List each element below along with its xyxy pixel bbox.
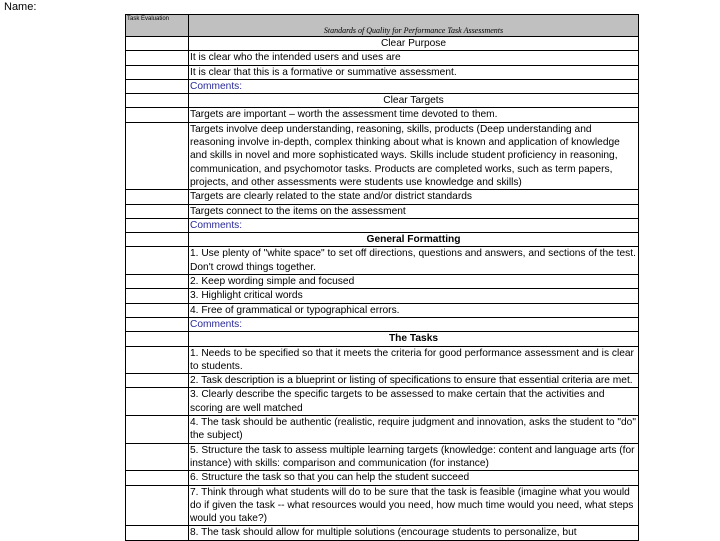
table-row [126,190,639,204]
table-row [126,108,639,122]
table-row [126,65,639,79]
comments-field[interactable]: Comments: [189,79,639,93]
comments-field[interactable]: Comments: [189,317,639,331]
rating-cell[interactable] [126,485,189,526]
comment-row [126,218,639,232]
criterion-text: It is clear who the intended users and uses are [189,51,639,65]
table-row [126,289,639,303]
table-row [126,374,639,388]
criterion-text: 6. Structure the task so that you can help the student succeed [189,471,639,485]
criterion-text: 8. The task should allow for multiple solutions (encourage students to personalize, but [189,526,639,540]
rating-cell[interactable] [126,79,189,93]
table-row [126,303,639,317]
criterion-text: 3. Highlight critical words [189,289,639,303]
criterion-text: Targets connect to the items on the assessment [189,204,639,218]
rating-cell[interactable] [126,233,189,247]
rating-cell[interactable] [126,289,189,303]
rating-cell[interactable] [126,108,189,122]
rating-cell[interactable] [126,332,189,346]
table-row [126,443,639,471]
criterion-text: 1. Needs to be specified so that it meets the criteria for good performance assessment and is clear to students. [189,346,639,374]
criterion-text: 4. The task should be authentic (realistic, require judgment and innovation, asks the student to "do" the subject) [189,416,639,444]
table-row [126,275,639,289]
rating-cell[interactable] [126,218,189,232]
section-heading: Clear Targets [189,94,639,108]
table-row [126,388,639,416]
comments-field[interactable]: Comments: [189,218,639,232]
section-row [126,94,639,108]
rating-cell[interactable] [126,51,189,65]
rating-cell[interactable] [126,471,189,485]
table-row [126,416,639,444]
criterion-text: Targets involve deep understanding, reasoning, skills, products (Deep understanding and reasoning involve in-depth, complex thinking about what is known and application of knowledge and skills in novel and more sophisticated ways. Skills include student proficiency in reasoning, communication, and psychomotor tasks. Products are completed works, such as term papers, projects, and other assessments were students use knowledge and skills) [189,122,639,189]
name-label: Name: [4,1,37,13]
section-heading: Clear Purpose [189,37,639,51]
criterion-text: 4. Free of grammatical or typographical errors. [189,303,639,317]
rating-cell[interactable] [126,526,189,540]
rating-cell[interactable] [126,65,189,79]
section-row [126,332,639,346]
table-row [126,122,639,189]
table-title: Standards of Quality for Performance Task Assessments [189,15,639,37]
table-row [126,204,639,218]
rating-cell[interactable] [126,317,189,331]
criterion-text: Targets are clearly related to the state and/or district standards [189,190,639,204]
rating-cell[interactable] [126,346,189,374]
criterion-text: 3. Clearly describe the specific targets to be assessed to make certain that the activities and scoring are well matched [189,388,639,416]
section-row [126,233,639,247]
header-left-cell: Task Evaluation [126,15,189,37]
section-row [126,37,639,51]
section-heading: The Tasks [189,332,639,346]
table-row [126,471,639,485]
comment-row [126,317,639,331]
table-row [126,485,639,526]
rating-cell[interactable] [126,122,189,189]
rating-cell[interactable] [126,303,189,317]
criterion-text: 1. Use plenty of "white space" to set off directions, questions and answers, and sections of the test. Don't crowd things together. [189,247,639,275]
table-row [126,346,639,374]
criterion-text: Targets are important – worth the assessment time devoted to them. [189,108,639,122]
criterion-text: 2. Task description is a blueprint or listing of specifications to ensure that essential criteria are met. [189,374,639,388]
rating-cell[interactable] [126,275,189,289]
table-row [126,247,639,275]
rating-cell[interactable] [126,416,189,444]
rating-cell[interactable] [126,204,189,218]
criterion-text: It is clear that this is a formative or summative assessment. [189,65,639,79]
table-row [126,51,639,65]
comment-row [126,79,639,93]
criterion-text: 2. Keep wording simple and focused [189,275,639,289]
rating-cell[interactable] [126,374,189,388]
rating-cell[interactable] [126,443,189,471]
rating-cell[interactable] [126,190,189,204]
criterion-text: 7. Think through what students will do to be sure that the task is feasible (imagine what you would do if given the task -- what resources would you need, how much time would you need, what steps would you take?) [189,485,639,526]
section-heading: General Formatting [189,233,639,247]
quality-standards-table [125,14,639,541]
criterion-text: 5. Structure the task to assess multiple learning targets (knowledge: content and language arts (for instance) with skills: comparison and communication (for instance) [189,443,639,471]
table-row [126,526,639,540]
rating-cell[interactable] [126,247,189,275]
rating-cell[interactable] [126,388,189,416]
rating-cell[interactable] [126,94,189,108]
rating-cell[interactable] [126,37,189,51]
table-header-row [126,15,639,37]
